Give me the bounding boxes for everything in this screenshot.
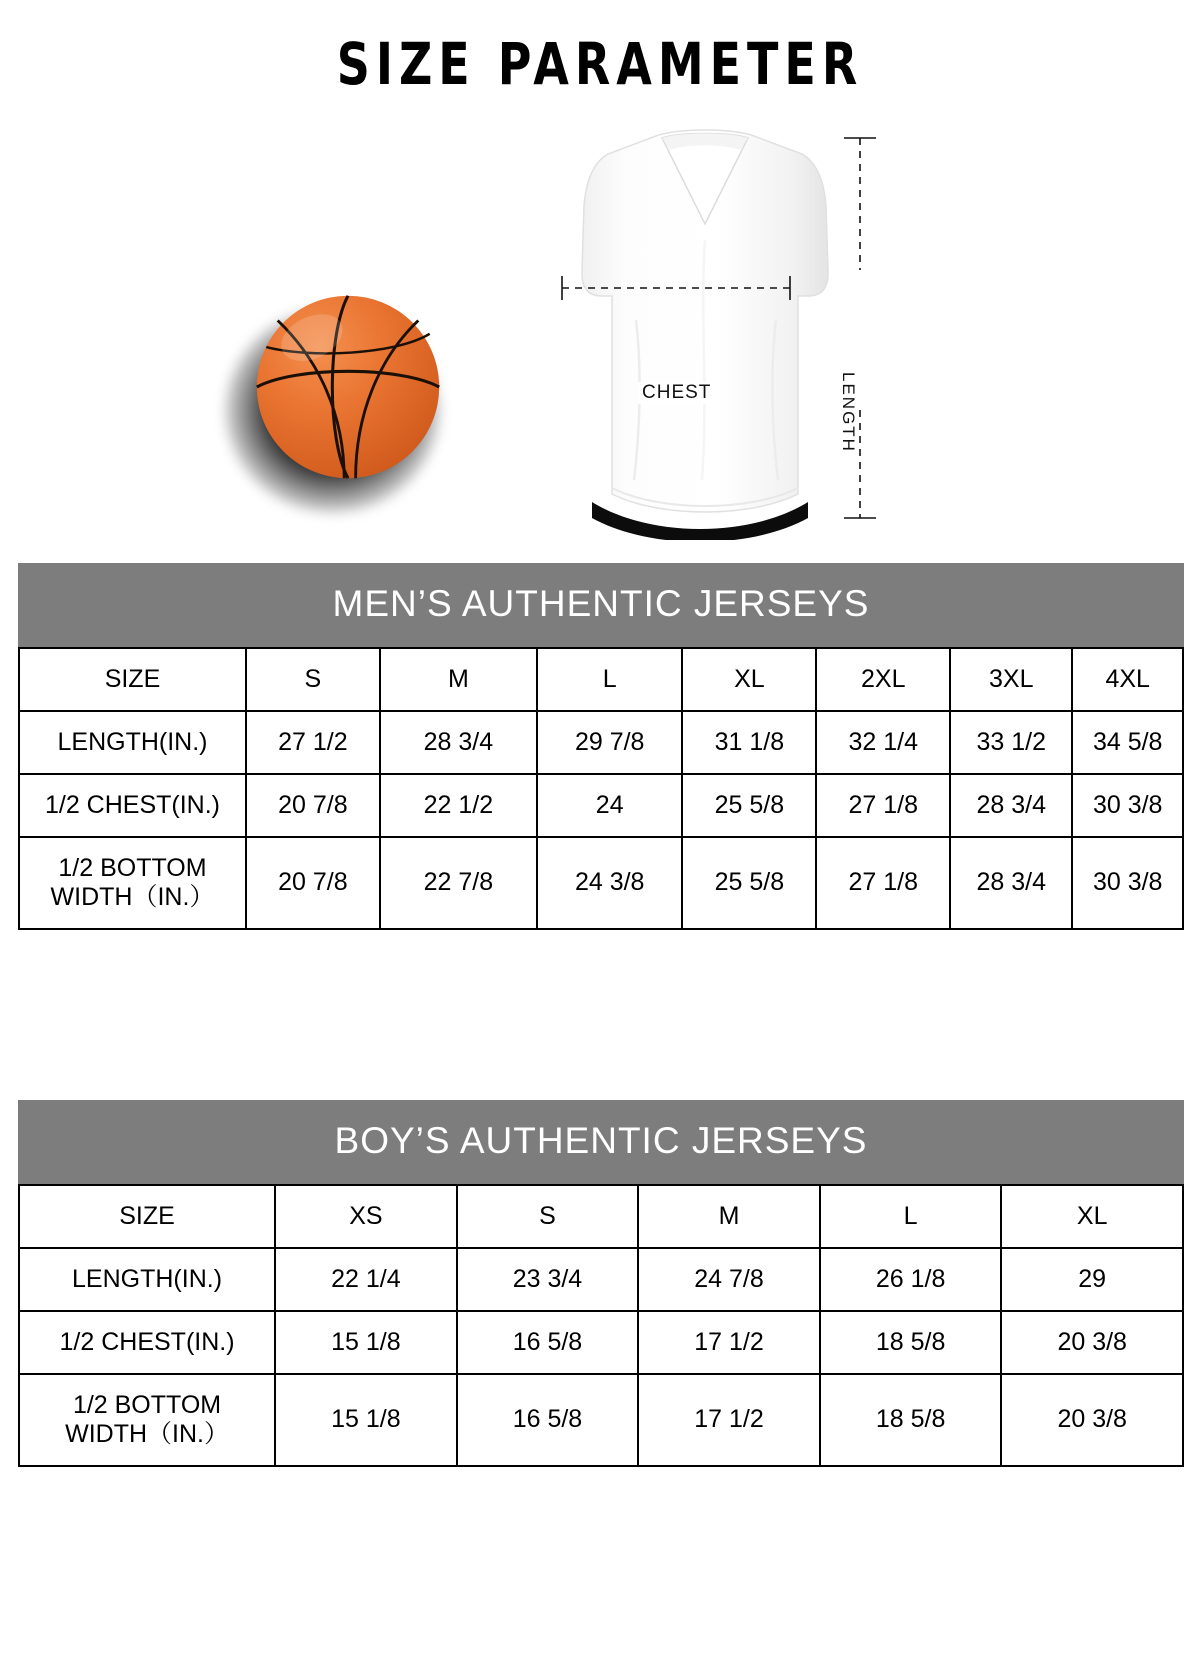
row-label <box>19 1374 275 1466</box>
cell: 24 3/8 <box>537 837 683 929</box>
cell: 26 1/8 <box>820 1248 1002 1311</box>
cell: 28 3/4 <box>950 837 1072 929</box>
cell: 18 5/8 <box>820 1311 1002 1374</box>
cell: 15 1/8 <box>275 1374 457 1466</box>
basketball-icon <box>215 280 465 530</box>
cell: 16 5/8 <box>457 1311 639 1374</box>
cell: 20 3/8 <box>1001 1311 1183 1374</box>
cell: S <box>246 648 380 711</box>
cell: 2XL <box>816 648 950 711</box>
cell: M <box>380 648 537 711</box>
chest-measure-label: CHEST <box>638 382 715 404</box>
cell: 18 5/8 <box>820 1374 1002 1466</box>
row-label-line1: 1/2 BOTTOM <box>72 1391 222 1419</box>
mens-table-grid <box>18 647 1184 930</box>
cell: 24 7/8 <box>638 1248 820 1311</box>
boys-table-grid <box>18 1184 1184 1467</box>
cell: 3XL <box>950 648 1072 711</box>
table-row <box>19 1248 1183 1311</box>
cell: 25 5/8 <box>682 837 816 929</box>
table-row <box>19 774 1183 837</box>
cell: 28 3/4 <box>950 774 1072 837</box>
table-row <box>19 1374 1183 1466</box>
row-label: LENGTH(IN.) <box>19 711 246 774</box>
cell: 31 1/8 <box>682 711 816 774</box>
cell: 17 1/2 <box>638 1374 820 1466</box>
cell: 29 7/8 <box>537 711 683 774</box>
cell: 27 1/8 <box>816 774 950 837</box>
cell: 25 5/8 <box>682 774 816 837</box>
row-label <box>19 837 246 929</box>
row-label: 1/2 CHEST(IN.) <box>19 774 246 837</box>
table-row <box>19 648 1183 711</box>
cell: 22 1/4 <box>275 1248 457 1311</box>
cell: XL <box>1001 1185 1183 1248</box>
cell: 16 5/8 <box>457 1374 639 1466</box>
cell: 20 3/8 <box>1001 1374 1183 1466</box>
cell: 32 1/4 <box>816 711 950 774</box>
cell: 24 <box>537 774 683 837</box>
cell: L <box>537 648 683 711</box>
cell: 27 1/8 <box>816 837 950 929</box>
cell: SIZE <box>19 648 246 711</box>
cell: 27 1/2 <box>246 711 380 774</box>
cell: M <box>638 1185 820 1248</box>
row-label-line2: WIDTH（IN.） <box>50 882 215 911</box>
cell: S <box>457 1185 639 1248</box>
length-measure-label: LENGTH <box>839 372 858 453</box>
row-label-line2: WIDTH（IN.） <box>65 1419 229 1448</box>
cell: XL <box>682 648 816 711</box>
cell: 15 1/8 <box>275 1311 457 1374</box>
cell: 20 7/8 <box>246 837 380 929</box>
cell: 28 3/4 <box>380 711 537 774</box>
row-label: 1/2 CHEST(IN.) <box>19 1311 275 1374</box>
basketball-svg <box>253 292 443 482</box>
cell: 23 3/4 <box>457 1248 639 1311</box>
illustration-area <box>0 110 1200 550</box>
row-label-line1: 1/2 BOTTOM <box>58 854 207 882</box>
cell: 30 3/8 <box>1072 774 1183 837</box>
cell: 29 <box>1001 1248 1183 1311</box>
cell: 22 7/8 <box>380 837 537 929</box>
cell: 17 1/2 <box>638 1311 820 1374</box>
boys-table-header: BOY’S AUTHENTIC JERSEYS <box>18 1100 1184 1184</box>
cell: 4XL <box>1072 648 1183 711</box>
table-row <box>19 837 1183 929</box>
length-measure <box>830 120 890 540</box>
cell: 22 1/2 <box>380 774 537 837</box>
cell: XS <box>275 1185 457 1248</box>
cell: SIZE <box>19 1185 275 1248</box>
cell: 33 1/2 <box>950 711 1072 774</box>
mens-table-header: MEN’S AUTHENTIC JERSEYS <box>18 563 1184 647</box>
table-row <box>19 1185 1183 1248</box>
boys-size-table <box>18 1100 1184 1467</box>
cell: 30 3/8 <box>1072 837 1183 929</box>
row-label: LENGTH(IN.) <box>19 1248 275 1311</box>
table-row <box>19 1311 1183 1374</box>
cell: 34 5/8 <box>1072 711 1183 774</box>
jersey-icon <box>540 120 870 540</box>
cell: L <box>820 1185 1002 1248</box>
table-row <box>19 711 1183 774</box>
mens-size-table <box>18 563 1184 930</box>
page-title: SIZE PARAMETER <box>336 30 864 98</box>
cell: 20 7/8 <box>246 774 380 837</box>
